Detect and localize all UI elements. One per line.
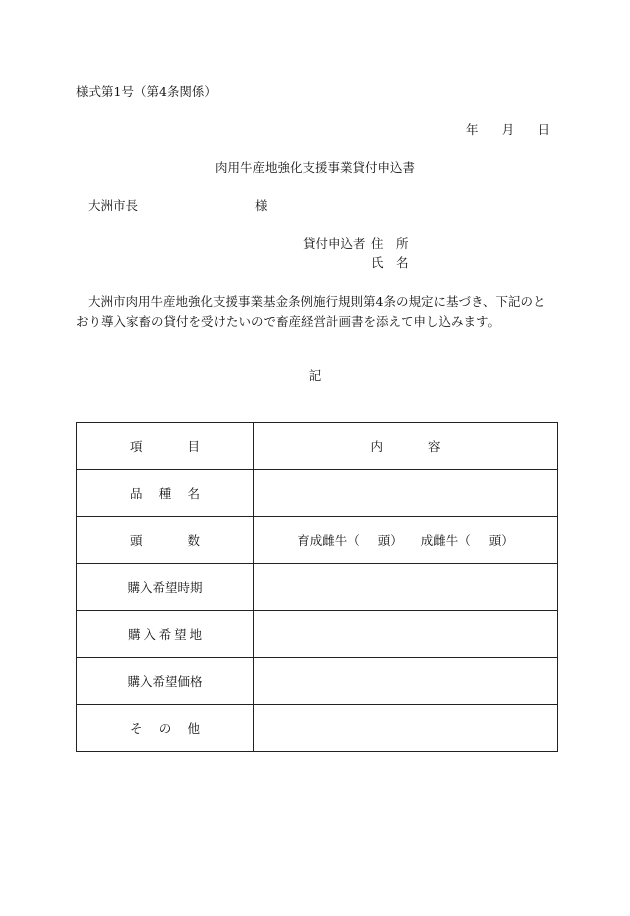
ki-heading: 記 <box>308 368 322 383</box>
item-cell <box>77 470 254 517</box>
content-cell[interactable] <box>254 517 558 564</box>
item-char: 希 <box>158 627 172 642</box>
table-row <box>77 611 558 658</box>
date-month: 月 <box>501 122 515 137</box>
header-item-char: 項 <box>130 439 143 454</box>
content-cell[interactable] <box>254 658 558 705</box>
name-label: 氏 名 <box>371 255 409 270</box>
document-title: 肉用牛産地強化支援事業貸付申込書 <box>214 160 415 175</box>
header-item-char: 目 <box>187 439 200 454</box>
header-content-char: 容 <box>427 439 441 454</box>
header-item-cell <box>77 423 254 470</box>
body-text: 大洲市肉用牛産地強化支援事業基金条例施行規則第4条の規定に基づき、下記のとおり導入家畜の貸付を受けたいので畜産経営計画書を添えて申し込みます。 <box>76 294 546 329</box>
item-char: 入 <box>143 627 156 642</box>
content-part: 頭） <box>488 533 514 548</box>
item-cell: 購入希望価格 <box>77 658 254 705</box>
item-char: 名 <box>187 486 200 501</box>
addressee: 大洲市長 <box>88 198 139 213</box>
item-cell: 購入希望時期 <box>77 564 254 611</box>
content-cell[interactable] <box>254 564 558 611</box>
table-row <box>77 564 558 611</box>
item-char: 地 <box>189 627 202 642</box>
item-char: 頭 <box>130 533 143 548</box>
item-char: 種 <box>158 486 172 501</box>
form-number: 様式第1号（第4条関係） <box>76 84 217 99</box>
content-cell[interactable] <box>254 470 558 517</box>
content-cell[interactable] <box>254 611 558 658</box>
table-row <box>77 470 558 517</box>
header-content-cell <box>254 423 558 470</box>
applicant-label: 貸付申込者 <box>303 236 366 251</box>
table-row <box>77 658 558 705</box>
item-char: 品 <box>130 486 143 501</box>
item-char: 他 <box>187 721 200 736</box>
item-cell <box>77 517 254 564</box>
item-char: 数 <box>187 533 200 548</box>
item-char: 購 <box>128 627 141 642</box>
application-table <box>76 422 558 752</box>
header-content-char: 内 <box>370 439 384 454</box>
address-label: 住 所 <box>371 236 409 251</box>
content-part: 成雌牛（ <box>420 533 471 548</box>
item-char: の <box>158 721 172 736</box>
item-char: そ <box>130 721 143 736</box>
content-part: 育成雌牛（ <box>297 533 360 548</box>
date-line <box>466 122 550 138</box>
content-part: 頭） <box>377 533 403 548</box>
table-row <box>77 517 558 564</box>
table-header-row <box>77 423 558 470</box>
honorific: 様 <box>255 198 268 213</box>
item-char: 望 <box>174 627 187 642</box>
item-cell <box>77 705 254 752</box>
item-cell <box>77 611 254 658</box>
date-day: 日 <box>537 122 550 137</box>
table-row <box>77 705 558 752</box>
date-year: 年 <box>466 122 479 137</box>
content-cell[interactable] <box>254 705 558 752</box>
